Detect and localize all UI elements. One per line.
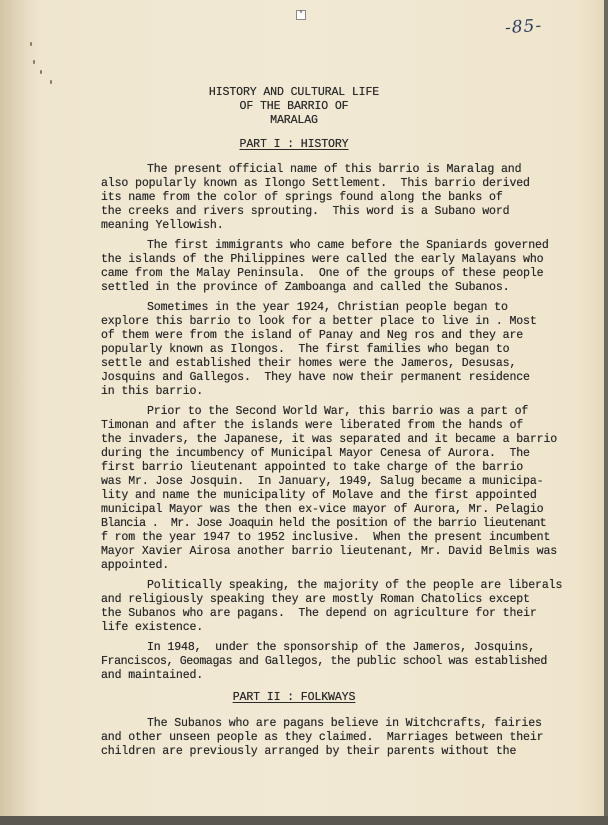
text-line: and maintained. — [101, 669, 204, 682]
text-line: Franciscos, Geomagas and Gallegos, the public school was established — [101, 655, 547, 668]
text-line: and other unseen people as they claimed. Marriages between their — [101, 731, 544, 744]
part-one-heading: PART I : HISTORY — [239, 138, 349, 151]
text-line: The first immigrants who came before the Spaniards governed — [147, 239, 549, 252]
text-line: during the incumbency of Municipal Mayor Cenesa of Aurora. The — [101, 447, 530, 460]
text-line: popularly known as Ilongos. The first families who began to — [101, 343, 510, 356]
binding-hole — [40, 70, 42, 74]
text-line: in this barrio. — [101, 385, 204, 398]
text-line: its name from the color of springs found along the banks of — [101, 191, 503, 204]
text-line: explore this barrio to look for a better place to live in . Most — [101, 315, 537, 328]
page-number: -85- — [504, 15, 543, 39]
text-line: meaning Yellowish. — [101, 219, 224, 232]
binding-hole — [50, 80, 52, 84]
text-line: the invaders, the Japanese, it was separated and it became a barrio — [101, 433, 558, 446]
title-line-1: HISTORY AND CULTURAL LIFE — [208, 86, 380, 99]
text-line: Prior to the Second World War, this barrio was a part of — [147, 405, 529, 418]
text-line: the Subanos who are pagans. The depend on agriculture for their — [101, 607, 537, 620]
text-line: children are previously arranged by their parents without the — [101, 745, 517, 758]
text-line: municipal Mayor was the then ex-vice mayor of Aurora, Mr. Pelagio — [101, 503, 544, 516]
text-line: life existence. — [101, 621, 204, 634]
text-line: the creeks and rivers sprouting. This word is a Subano word — [101, 205, 510, 218]
text-line: was Mr. Jose Josquin. In January, 1949, Salug became a municipa- — [101, 475, 544, 488]
text-line: The present official name of this barrio is Maralag and — [147, 163, 522, 176]
binding-hole — [33, 60, 35, 64]
text-line: of them were from the island of Panay and Neg ros and they are — [101, 329, 524, 342]
text-line: also popularly known as Ilongo Settlement. This barrio derived — [101, 177, 530, 190]
title-line-2: OF THE BARRIO OF — [239, 100, 349, 113]
text-line: Politically speaking, the majority of the people are liberals — [147, 579, 563, 592]
text-line: In 1948, under the sponsorship of the Jameros, Josquins, — [147, 641, 536, 654]
text-line: settled in the province of Zamboanga and called the Subanos. — [101, 281, 510, 294]
scan-background-strip — [0, 816, 608, 825]
part-two-heading: PART II : FOLKWAYS — [232, 691, 356, 704]
binding-hole — [30, 42, 32, 46]
text-line: The Subanos who are pagans believe in Witchcrafts, fairies — [147, 717, 542, 730]
text-line: settle and established their homes were the Jameros, Desusas, — [101, 357, 517, 370]
text-line: lity and name the municipality of Molave and the first appointed — [101, 489, 537, 502]
text-line: Mayor Xavier Airosa another barrio lieutenant, Mr. David Belmis was — [101, 545, 558, 558]
text-line: Josquins and Gallegos. They have now their permanent residence — [101, 371, 530, 384]
text-line: f rom the year 1947 to 1952 inclusive. When the present incumbent — [101, 531, 551, 544]
text-line: Sometimes in the year 1924, Christian people began to — [147, 301, 508, 314]
text-line: Timonan and after the islands were liberated from the hands of — [101, 419, 524, 432]
text-line: the islands of the Philippines were called the early Malayans who — [101, 253, 544, 266]
text-line: appointed. — [101, 559, 170, 572]
text-line: came from the Malay Peninsula. One of the groups of these people — [101, 267, 544, 280]
title-line-3: MARALAG — [270, 114, 318, 127]
staple-mark: * — [296, 10, 306, 20]
text-line: first barrio lieutenant appointed to take charge of the barrio — [101, 461, 524, 474]
text-line: and religiously speaking they are mostly Roman Chatolics except — [101, 593, 530, 606]
text-line: Blancia . Mr. Jose Joaquin held the position of the barrio lieutenant — [101, 517, 547, 530]
